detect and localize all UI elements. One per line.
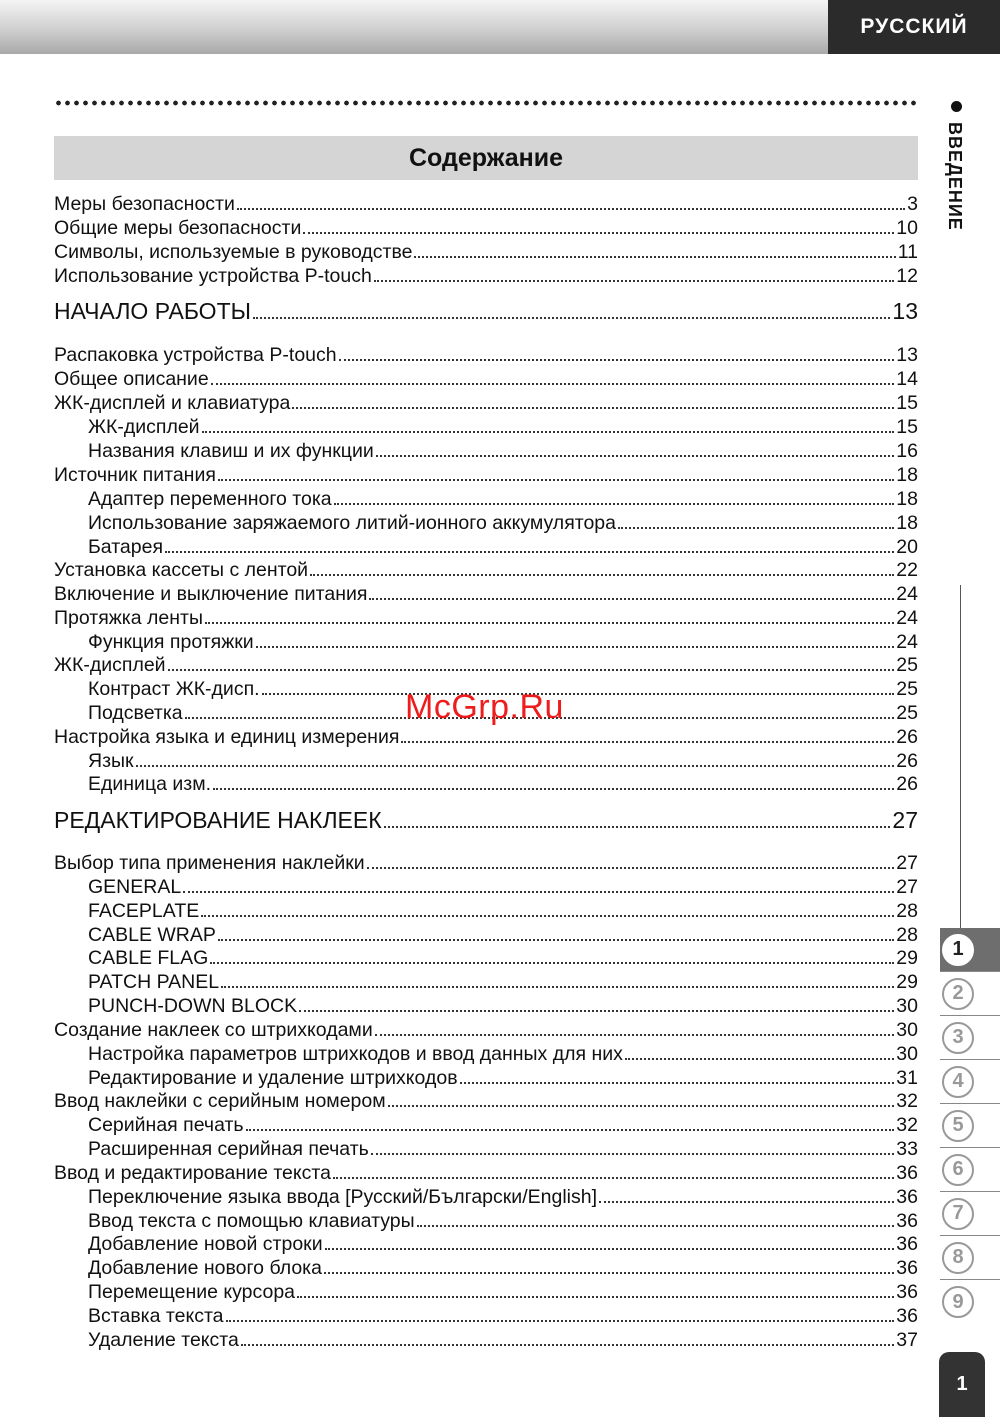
- toc-entry[interactable]: ЖК-дисплей и клавиатура 15: [54, 392, 918, 414]
- toc-entry[interactable]: Настройка языка и единиц измерения 26: [54, 726, 918, 748]
- toc-entry[interactable]: Меры безопасности 3: [54, 193, 918, 215]
- toc-subentry[interactable]: CABLE FLAG 29: [88, 947, 918, 969]
- dotted-divider: [54, 100, 918, 106]
- toc-subentry[interactable]: Добавление новой строки 36: [88, 1233, 918, 1255]
- toc-subentry[interactable]: Расширенная серийная печать 33: [88, 1138, 918, 1160]
- toc-subentry[interactable]: Перемещение курсора 36: [88, 1281, 918, 1303]
- toc-subentry[interactable]: FACEPLATE 28: [88, 900, 918, 922]
- toc-subentry[interactable]: Вставка текста 36: [88, 1305, 918, 1327]
- side-divider: [960, 585, 961, 930]
- toc-entry[interactable]: Включение и выключение питания 24: [54, 583, 918, 605]
- toc-entry[interactable]: Установка кассеты с лентой 22: [54, 559, 918, 581]
- toc-subentry[interactable]: Переключение языка ввода [Русский/Български/English] 36: [88, 1186, 918, 1208]
- toc-subentry[interactable]: Контраст ЖК-дисп. 25: [88, 678, 918, 700]
- toc-subentry[interactable]: Адаптер переменного тока 18: [88, 488, 918, 510]
- toc-subentry[interactable]: Удаление текста 37: [88, 1329, 918, 1351]
- toc-subentry[interactable]: Редактирование и удаление штрихкодов 31: [88, 1067, 918, 1089]
- watermark: McGrp.Ru: [405, 688, 564, 726]
- toc-entry[interactable]: ЖК-дисплей 25: [54, 654, 918, 676]
- toc-entry[interactable]: Использование устройства P-touch 12: [54, 265, 918, 287]
- toc-subentry[interactable]: PATCH PANEL 29: [88, 971, 918, 993]
- toc-entry[interactable]: Источник питания 18: [54, 464, 918, 486]
- side-section-label: ВВЕДЕНИЕ: [945, 122, 965, 231]
- chapter-tab-6[interactable]: 6: [940, 1148, 1000, 1192]
- toc-subentry[interactable]: Единица изм. 26: [88, 773, 918, 795]
- toc-entry[interactable]: Общие меры безопасности 10: [54, 217, 918, 239]
- toc-subentry[interactable]: Настройка параметров штрихкодов и ввод данных для них 30: [88, 1043, 918, 1065]
- chapter-tab-7[interactable]: 7: [940, 1192, 1000, 1236]
- chapter-tab-9[interactable]: 9: [940, 1280, 1000, 1324]
- language-tab: РУССКИЙ: [828, 0, 1000, 54]
- toc-subentry[interactable]: Использование заряжаемого литий-ионного аккумулятора 18: [88, 512, 918, 534]
- toc-entry[interactable]: Общее описание 14: [54, 368, 918, 390]
- toc-entry[interactable]: Протяжка ленты 24: [54, 607, 918, 629]
- toc-subentry[interactable]: GENERAL 27: [88, 876, 918, 898]
- section-bullet-icon: [951, 101, 962, 112]
- toc-subentry[interactable]: PUNCH-DOWN BLOCK 30: [88, 995, 918, 1017]
- toc-entry[interactable]: Символы, используемые в руководстве 11: [54, 241, 918, 263]
- toc-entry[interactable]: Ввод наклейки с серийным номером 32: [54, 1090, 918, 1112]
- toc-section-heading[interactable]: РЕДАКТИРОВАНИЕ НАКЛЕЕК 27: [54, 807, 918, 833]
- chapter-tab-1[interactable]: 1: [940, 928, 1000, 972]
- chapter-tab-5[interactable]: 5: [940, 1104, 1000, 1148]
- chapter-tab-4[interactable]: 4: [940, 1060, 1000, 1104]
- chapter-tabs: [940, 928, 1000, 1324]
- toc-subentry[interactable]: Подсветка 25: [88, 702, 918, 724]
- toc-subentry[interactable]: Серийная печать 32: [88, 1114, 918, 1136]
- toc-subentry[interactable]: ЖК-дисплей 15: [88, 416, 918, 438]
- toc-subentry[interactable]: Добавление нового блока 36: [88, 1257, 918, 1279]
- toc-entry[interactable]: Распаковка устройства P-touch 13: [54, 344, 918, 366]
- toc-entry[interactable]: Ввод и редактирование текста 36: [54, 1162, 918, 1184]
- toc-subentry[interactable]: Батарея 20: [88, 536, 918, 558]
- toc-subentry[interactable]: Язык 26: [88, 750, 918, 772]
- toc-subentry[interactable]: Названия клавиш и их функции 16: [88, 440, 918, 462]
- toc-entry[interactable]: Создание наклеек со штрихкодами 30: [54, 1019, 918, 1041]
- toc-section-heading[interactable]: НАЧАЛО РАБОТЫ 13: [54, 298, 918, 324]
- toc-subentry[interactable]: Ввод текста с помощью клавиатуры 36: [88, 1210, 918, 1232]
- chapter-tab-2[interactable]: 2: [940, 972, 1000, 1016]
- page-number: 1: [939, 1352, 985, 1417]
- toc-subentry[interactable]: Функция протяжки 24: [88, 631, 918, 653]
- chapter-tab-3[interactable]: 3: [940, 1016, 1000, 1060]
- toc-entry[interactable]: Выбор типа применения наклейки 27: [54, 852, 918, 874]
- toc-subentry[interactable]: CABLE WRAP 28: [88, 924, 918, 946]
- chapter-tab-8[interactable]: 8: [940, 1236, 1000, 1280]
- page-title: Содержание: [54, 136, 918, 180]
